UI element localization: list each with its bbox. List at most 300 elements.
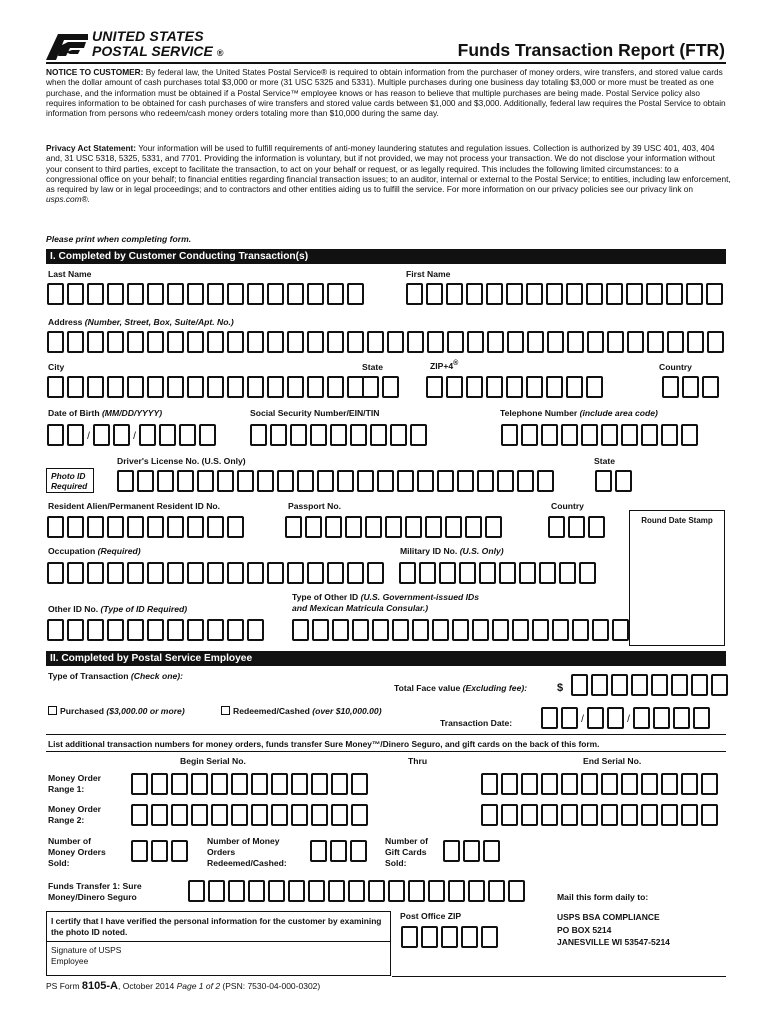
char-box[interactable] <box>641 804 658 826</box>
char-box[interactable] <box>211 804 228 826</box>
char-box[interactable] <box>443 840 460 862</box>
char-box[interactable] <box>701 773 718 795</box>
char-box[interactable] <box>107 562 124 584</box>
privacy-link[interactable]: usps.com®. <box>46 194 90 205</box>
resident-id-field[interactable] <box>47 516 247 538</box>
char-box[interactable] <box>87 562 104 584</box>
char-box[interactable] <box>521 773 538 795</box>
char-box[interactable] <box>601 804 618 826</box>
char-box[interactable] <box>631 674 648 696</box>
char-box[interactable] <box>410 424 427 446</box>
char-box[interactable] <box>483 840 500 862</box>
char-box[interactable] <box>167 283 184 305</box>
char-box[interactable] <box>187 331 204 353</box>
char-box[interactable] <box>507 331 524 353</box>
char-box[interactable] <box>439 562 456 584</box>
char-box[interactable] <box>546 376 563 398</box>
char-box[interactable] <box>250 424 267 446</box>
char-box[interactable] <box>452 619 469 641</box>
char-box[interactable] <box>541 424 558 446</box>
char-box[interactable] <box>328 880 345 902</box>
char-box[interactable] <box>561 804 578 826</box>
char-box[interactable] <box>292 619 309 641</box>
char-box[interactable] <box>571 674 588 696</box>
char-box[interactable] <box>331 773 348 795</box>
char-box[interactable] <box>87 619 104 641</box>
char-box[interactable] <box>211 773 228 795</box>
char-box[interactable] <box>541 707 558 729</box>
char-box[interactable] <box>307 331 324 353</box>
char-box[interactable] <box>327 562 344 584</box>
char-box[interactable] <box>446 283 463 305</box>
char-box[interactable] <box>459 562 476 584</box>
char-box[interactable] <box>472 619 489 641</box>
char-box[interactable] <box>466 376 483 398</box>
char-box[interactable] <box>87 283 104 305</box>
char-box[interactable] <box>47 516 64 538</box>
char-box[interactable] <box>287 283 304 305</box>
char-box[interactable] <box>457 470 474 492</box>
mo-range2-begin-field[interactable] <box>131 804 371 826</box>
char-box[interactable] <box>527 331 544 353</box>
char-box[interactable] <box>157 470 174 492</box>
char-box[interactable] <box>481 804 498 826</box>
char-box[interactable] <box>127 516 144 538</box>
char-box[interactable] <box>311 804 328 826</box>
char-box[interactable] <box>107 619 124 641</box>
char-box[interactable] <box>228 880 245 902</box>
char-box[interactable] <box>107 283 124 305</box>
char-box[interactable] <box>267 376 284 398</box>
char-box[interactable] <box>581 804 598 826</box>
char-box[interactable] <box>633 707 650 729</box>
char-box[interactable] <box>362 376 379 398</box>
char-box[interactable] <box>588 516 605 538</box>
char-box[interactable] <box>67 331 84 353</box>
char-box[interactable] <box>47 619 64 641</box>
char-box[interactable] <box>463 840 480 862</box>
char-box[interactable] <box>372 619 389 641</box>
char-box[interactable] <box>191 773 208 795</box>
char-box[interactable] <box>559 562 576 584</box>
char-box[interactable] <box>87 516 104 538</box>
char-box[interactable] <box>147 283 164 305</box>
char-box[interactable] <box>601 773 618 795</box>
char-box[interactable] <box>307 376 324 398</box>
char-box[interactable] <box>461 926 478 948</box>
char-box[interactable] <box>347 331 364 353</box>
char-box[interactable] <box>519 562 536 584</box>
char-box[interactable] <box>492 619 509 641</box>
char-box[interactable] <box>586 283 603 305</box>
char-box[interactable] <box>311 773 328 795</box>
char-box[interactable] <box>187 619 204 641</box>
redeemed-checkbox[interactable] <box>221 706 230 715</box>
char-box[interactable] <box>591 674 608 696</box>
last-name-field[interactable] <box>47 283 367 305</box>
char-box[interactable] <box>621 424 638 446</box>
char-box[interactable] <box>486 376 503 398</box>
char-box[interactable] <box>127 619 144 641</box>
char-box[interactable] <box>587 331 604 353</box>
transaction-date-field[interactable] <box>541 707 713 733</box>
char-box[interactable] <box>352 619 369 641</box>
char-box[interactable] <box>682 376 699 398</box>
char-box[interactable] <box>370 424 387 446</box>
char-box[interactable] <box>546 283 563 305</box>
char-box[interactable] <box>47 562 64 584</box>
char-box[interactable] <box>521 424 538 446</box>
char-box[interactable] <box>188 880 205 902</box>
char-box[interactable] <box>477 470 494 492</box>
char-box[interactable] <box>441 926 458 948</box>
char-box[interactable] <box>227 562 244 584</box>
char-box[interactable] <box>330 424 347 446</box>
char-box[interactable] <box>488 880 505 902</box>
char-box[interactable] <box>561 773 578 795</box>
char-box[interactable] <box>681 773 698 795</box>
char-box[interactable] <box>445 516 462 538</box>
char-box[interactable] <box>382 376 399 398</box>
char-box[interactable] <box>368 880 385 902</box>
char-box[interactable] <box>367 331 384 353</box>
state-field[interactable] <box>362 376 402 398</box>
char-box[interactable] <box>526 283 543 305</box>
char-box[interactable] <box>208 880 225 902</box>
char-box[interactable] <box>305 516 322 538</box>
char-box[interactable] <box>187 562 204 584</box>
char-box[interactable] <box>312 619 329 641</box>
char-box[interactable] <box>686 283 703 305</box>
char-box[interactable] <box>626 283 643 305</box>
char-box[interactable] <box>347 283 364 305</box>
char-box[interactable] <box>167 331 184 353</box>
char-box[interactable] <box>406 283 423 305</box>
char-box[interactable] <box>447 331 464 353</box>
char-box[interactable] <box>615 470 632 492</box>
char-box[interactable] <box>421 926 438 948</box>
char-box[interactable] <box>592 619 609 641</box>
char-box[interactable] <box>501 773 518 795</box>
char-box[interactable] <box>285 516 302 538</box>
char-box[interactable] <box>308 880 325 902</box>
passport-field[interactable] <box>285 516 505 538</box>
char-box[interactable] <box>508 880 525 902</box>
first-name-field[interactable] <box>406 283 726 305</box>
char-box[interactable] <box>407 331 424 353</box>
char-box[interactable] <box>647 331 664 353</box>
char-box[interactable] <box>310 840 327 862</box>
char-box[interactable] <box>612 619 629 641</box>
char-box[interactable] <box>147 619 164 641</box>
char-box[interactable] <box>307 562 324 584</box>
char-box[interactable] <box>641 424 658 446</box>
char-box[interactable] <box>131 840 148 862</box>
char-box[interactable] <box>501 804 518 826</box>
char-box[interactable] <box>47 283 64 305</box>
address-field[interactable] <box>47 331 727 353</box>
num-mo-redeemed-field[interactable] <box>310 840 370 862</box>
char-box[interactable] <box>707 331 724 353</box>
char-box[interactable] <box>537 470 554 492</box>
country-field[interactable] <box>662 376 722 398</box>
char-box[interactable] <box>427 331 444 353</box>
char-box[interactable] <box>681 424 698 446</box>
char-box[interactable] <box>607 331 624 353</box>
char-box[interactable] <box>567 331 584 353</box>
char-box[interactable] <box>687 331 704 353</box>
char-box[interactable] <box>131 773 148 795</box>
char-box[interactable] <box>267 562 284 584</box>
char-box[interactable] <box>701 804 718 826</box>
char-box[interactable] <box>179 424 196 446</box>
char-box[interactable] <box>350 424 367 446</box>
char-box[interactable] <box>47 331 64 353</box>
char-box[interactable] <box>401 926 418 948</box>
char-box[interactable] <box>147 562 164 584</box>
char-box[interactable] <box>377 470 394 492</box>
char-box[interactable] <box>412 619 429 641</box>
char-box[interactable] <box>127 283 144 305</box>
char-box[interactable] <box>67 376 84 398</box>
char-box[interactable] <box>267 283 284 305</box>
char-box[interactable] <box>661 804 678 826</box>
char-box[interactable] <box>107 376 124 398</box>
char-box[interactable] <box>702 376 719 398</box>
char-box[interactable] <box>67 516 84 538</box>
char-box[interactable] <box>390 424 407 446</box>
char-box[interactable] <box>277 470 294 492</box>
char-box[interactable] <box>271 804 288 826</box>
char-box[interactable] <box>337 470 354 492</box>
char-box[interactable] <box>561 707 578 729</box>
char-box[interactable] <box>237 470 254 492</box>
char-box[interactable] <box>512 619 529 641</box>
char-box[interactable] <box>287 331 304 353</box>
char-box[interactable] <box>330 840 347 862</box>
char-box[interactable] <box>426 283 443 305</box>
char-box[interactable] <box>167 562 184 584</box>
char-box[interactable] <box>191 804 208 826</box>
char-box[interactable] <box>581 773 598 795</box>
country2-field[interactable] <box>548 516 608 538</box>
char-box[interactable] <box>127 376 144 398</box>
char-box[interactable] <box>167 376 184 398</box>
mo-range1-begin-field[interactable] <box>131 773 371 795</box>
char-box[interactable] <box>67 283 84 305</box>
char-box[interactable] <box>287 562 304 584</box>
ssn-field[interactable] <box>250 424 430 446</box>
char-box[interactable] <box>139 424 156 446</box>
char-box[interactable] <box>621 773 638 795</box>
char-box[interactable] <box>666 283 683 305</box>
char-box[interactable] <box>385 516 402 538</box>
char-box[interactable] <box>397 470 414 492</box>
char-box[interactable] <box>566 376 583 398</box>
char-box[interactable] <box>107 331 124 353</box>
char-box[interactable] <box>247 331 264 353</box>
char-box[interactable] <box>539 562 556 584</box>
char-box[interactable] <box>388 880 405 902</box>
po-zip-field[interactable] <box>401 926 501 948</box>
char-box[interactable] <box>706 283 723 305</box>
char-box[interactable] <box>217 470 234 492</box>
num-gift-field[interactable] <box>443 840 503 862</box>
char-box[interactable] <box>399 562 416 584</box>
char-box[interactable] <box>487 331 504 353</box>
char-box[interactable] <box>47 376 64 398</box>
char-box[interactable] <box>586 376 603 398</box>
char-box[interactable] <box>227 283 244 305</box>
char-box[interactable] <box>448 880 465 902</box>
char-box[interactable] <box>290 424 307 446</box>
char-box[interactable] <box>107 516 124 538</box>
funds-transfer-field[interactable] <box>188 880 528 902</box>
char-box[interactable] <box>151 804 168 826</box>
mo-range1-end-field[interactable] <box>481 773 721 795</box>
occupation-field[interactable] <box>47 562 387 584</box>
char-box[interactable] <box>661 424 678 446</box>
char-box[interactable] <box>268 880 285 902</box>
char-box[interactable] <box>548 516 565 538</box>
dl-field[interactable] <box>117 470 557 492</box>
char-box[interactable] <box>425 516 442 538</box>
char-box[interactable] <box>291 773 308 795</box>
char-box[interactable] <box>325 516 342 538</box>
char-box[interactable] <box>408 880 425 902</box>
char-box[interactable] <box>331 804 348 826</box>
char-box[interactable] <box>506 283 523 305</box>
other-id-field[interactable] <box>47 619 267 641</box>
char-box[interactable] <box>673 707 690 729</box>
char-box[interactable] <box>287 376 304 398</box>
char-box[interactable] <box>197 470 214 492</box>
char-box[interactable] <box>579 562 596 584</box>
char-box[interactable] <box>327 376 344 398</box>
char-box[interactable] <box>552 619 569 641</box>
num-mo-sold-field[interactable] <box>131 840 191 862</box>
char-box[interactable] <box>231 804 248 826</box>
char-box[interactable] <box>667 331 684 353</box>
char-box[interactable] <box>468 880 485 902</box>
city-field[interactable] <box>47 376 367 398</box>
char-box[interactable] <box>711 674 728 696</box>
char-box[interactable] <box>207 376 224 398</box>
char-box[interactable] <box>159 424 176 446</box>
char-box[interactable] <box>481 773 498 795</box>
char-box[interactable] <box>521 804 538 826</box>
char-box[interactable] <box>611 674 628 696</box>
char-box[interactable] <box>532 619 549 641</box>
char-box[interactable] <box>595 470 612 492</box>
char-box[interactable] <box>587 707 604 729</box>
char-box[interactable] <box>147 516 164 538</box>
mo-range2-end-field[interactable] <box>481 804 721 826</box>
char-box[interactable] <box>572 619 589 641</box>
zip-field[interactable] <box>426 376 606 398</box>
char-box[interactable] <box>486 283 503 305</box>
char-box[interactable] <box>501 424 518 446</box>
char-box[interactable] <box>641 773 658 795</box>
char-box[interactable] <box>271 773 288 795</box>
char-box[interactable] <box>67 562 84 584</box>
dob-field[interactable] <box>47 424 219 450</box>
char-box[interactable] <box>177 470 194 492</box>
char-box[interactable] <box>661 773 678 795</box>
char-box[interactable] <box>270 424 287 446</box>
char-box[interactable] <box>517 470 534 492</box>
char-box[interactable] <box>207 331 224 353</box>
char-box[interactable] <box>247 376 264 398</box>
char-box[interactable] <box>87 331 104 353</box>
char-box[interactable] <box>497 470 514 492</box>
char-box[interactable] <box>67 424 84 446</box>
char-box[interactable] <box>317 470 334 492</box>
char-box[interactable] <box>566 283 583 305</box>
char-box[interactable] <box>127 562 144 584</box>
char-box[interactable] <box>681 804 698 826</box>
char-box[interactable] <box>621 804 638 826</box>
char-box[interactable] <box>601 424 618 446</box>
char-box[interactable] <box>432 619 449 641</box>
char-box[interactable] <box>307 283 324 305</box>
char-box[interactable] <box>187 283 204 305</box>
char-box[interactable] <box>167 619 184 641</box>
char-box[interactable] <box>387 331 404 353</box>
char-box[interactable] <box>247 283 264 305</box>
char-box[interactable] <box>171 773 188 795</box>
char-box[interactable] <box>227 619 244 641</box>
char-box[interactable] <box>367 562 384 584</box>
char-box[interactable] <box>627 331 644 353</box>
char-box[interactable] <box>467 331 484 353</box>
char-box[interactable] <box>291 804 308 826</box>
char-box[interactable] <box>607 707 624 729</box>
char-box[interactable] <box>506 376 523 398</box>
char-box[interactable] <box>327 331 344 353</box>
char-box[interactable] <box>131 804 148 826</box>
char-box[interactable] <box>357 470 374 492</box>
char-box[interactable] <box>310 424 327 446</box>
char-box[interactable] <box>547 331 564 353</box>
char-box[interactable] <box>147 331 164 353</box>
char-box[interactable] <box>332 619 349 641</box>
char-box[interactable] <box>541 804 558 826</box>
char-box[interactable] <box>568 516 585 538</box>
char-box[interactable] <box>251 773 268 795</box>
char-box[interactable] <box>351 773 368 795</box>
char-box[interactable] <box>428 880 445 902</box>
char-box[interactable] <box>171 840 188 862</box>
type-other-id-field[interactable] <box>292 619 632 641</box>
char-box[interactable] <box>691 674 708 696</box>
char-box[interactable] <box>347 562 364 584</box>
char-box[interactable] <box>117 470 134 492</box>
signature-field[interactable] <box>47 942 390 975</box>
char-box[interactable] <box>187 376 204 398</box>
char-box[interactable] <box>426 376 443 398</box>
char-box[interactable] <box>207 283 224 305</box>
char-box[interactable] <box>227 376 244 398</box>
char-box[interactable] <box>351 804 368 826</box>
char-box[interactable] <box>93 424 110 446</box>
char-box[interactable] <box>350 840 367 862</box>
char-box[interactable] <box>297 470 314 492</box>
char-box[interactable] <box>662 376 679 398</box>
char-box[interactable] <box>446 376 463 398</box>
char-box[interactable] <box>67 619 84 641</box>
dl-state-field[interactable] <box>595 470 635 492</box>
